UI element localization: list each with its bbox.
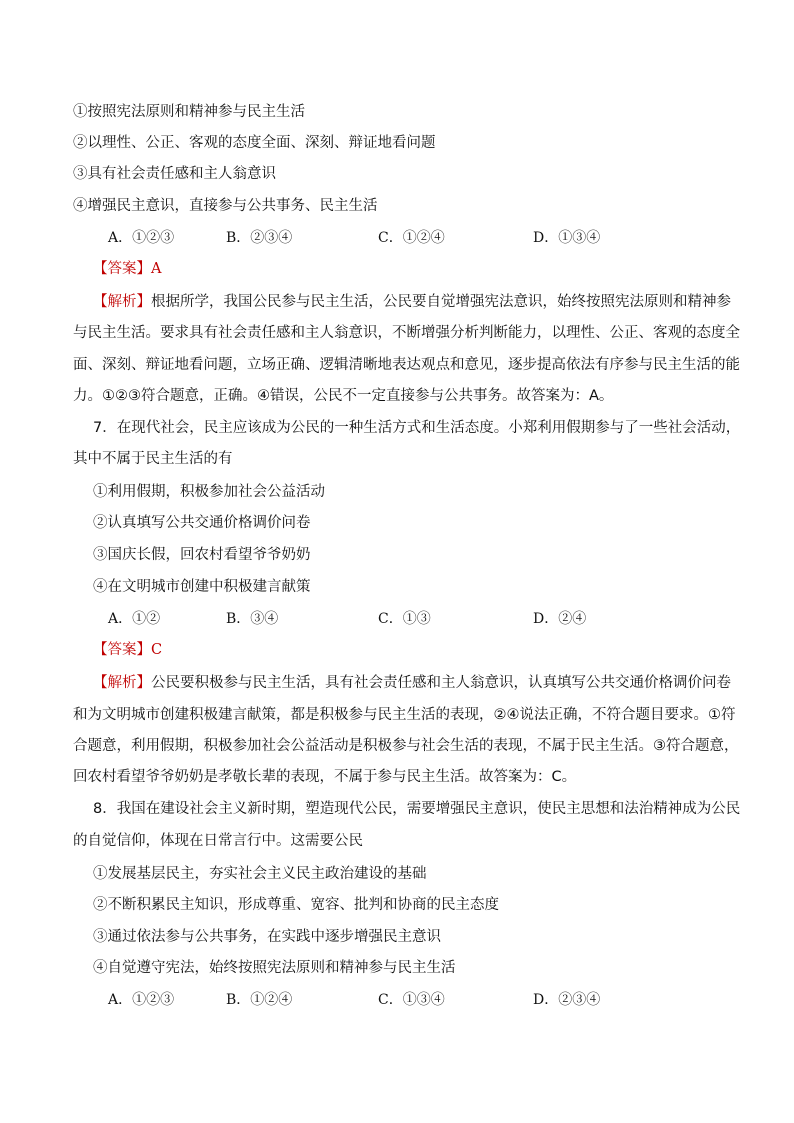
q7-item-1: ①利用假期，积极参加社会公益活动 [93,484,325,500]
q7-option-d: D．②④ [533,611,587,627]
q6-analysis-line-1 [93,292,753,312]
q7-option-c: C．①③ [378,611,431,627]
q8-stem-line-1: 8．我国在建设社会主义新时期，塑造现代公民，需要增强民主意识，使民主思想和法治精神成为公民 [93,801,741,817]
q6-item-4: ④增强民主意识，直接参与公共事务、民主生活 [73,198,378,214]
q6-analysis-line-3: 面、深刻、辩证地看问题，立场正确、逻辑清晰地表达观点和意见，逐步提高依法有序参与民主生活的能 [73,357,740,373]
q8-option-a: A．①②③ [108,992,175,1008]
q8-item-2: ②不断积累民主知识，形成尊重、宽容、批判和协商的民主态度 [93,897,499,913]
q7-stem-line-1: 7．在现代社会，民主应该成为公民的一种生活方式和生活态度。小郑利用假期参与了一些社会活动， [93,420,741,436]
q6-analysis-text-1: 根据所学，我国公民参与民主生活，公民要自觉增强宪法意识，始终按照宪法原则和精神参 [151,294,731,310]
q6-option-c: C．①②④ [378,230,445,246]
q7-option-b: B．③④ [226,611,279,627]
q7-answer-value: C [151,642,163,658]
q6-analysis-line-2: 与民主生活。要求具有社会责任感和主人翁意识，不断增强分析判断能力，以理性、公正、客观的态度全 [73,325,740,341]
q6-item-3: ③具有社会责任感和主人翁意识 [73,166,276,182]
q6-item-2: ②以理性、公正、客观的态度全面、深刻、辩证地看问题 [73,135,436,151]
q6-answer-tag: 【答案】 [93,261,151,277]
q8-item-1: ①发展基层民主，夯实社会主义民主政治建设的基础 [93,866,427,882]
q8-item-3: ③通过依法参与公共事务，在实践中逐步增强民主意识 [93,929,441,945]
q8-stem-line-2: 的自觉信仰，体现在日常言行中。这需要公民 [73,833,363,849]
q7-analysis-tag: 【解析】 [93,675,151,691]
q7-analysis-line-2: 和为文明城市创建积极建言献策，都是积极参与民主生活的表现，②④说法正确，不符合题目要求。①符 [73,707,736,723]
q6-analysis-tag: 【解析】 [93,294,151,310]
q8-item-4: ④自觉遵守宪法，始终按照宪法原则和精神参与民主生活 [93,960,456,976]
q6-option-b: B．②③④ [226,230,293,246]
q7-item-2: ②认真填写公共交通价格调价问卷 [93,515,311,531]
q7-analysis-line-4: 回农村看望爷爷奶奶是孝敬长辈的表现，不属于参与民主生活。故答案为：C。 [73,769,577,785]
q6-option-a: A．①②③ [108,230,175,246]
q7-item-3: ③国庆长假，回农村看望爷爷奶奶 [93,547,311,563]
q7-answer [93,640,753,660]
q7-stem-line-2: 其中不属于民主生活的有 [73,451,233,467]
q6-answer [93,259,753,279]
q7-analysis-line-3: 合题意，利用假期，积极参加社会公益活动是积极参与社会生活的表现，不属于民主生活。③符合题意， [73,738,739,754]
q8-option-b: B．①②④ [226,992,293,1008]
q7-answer-tag: 【答案】 [93,642,151,658]
q8-option-c: C．①③④ [378,992,445,1008]
q6-analysis-line-4: 力。①②③符合题意，正确。④错误，公民不一定直接参与公共事务。故答案为：A。 [73,388,614,404]
q7-option-a: A．①② [108,611,161,627]
q7-item-4: ④在文明城市创建中积极建言献策 [93,579,311,595]
q7-analysis-line-1 [93,673,753,693]
q6-option-d: D．①③④ [533,230,601,246]
q7-analysis-text-1: 公民要积极参与民主生活，具有社会责任感和主人翁意识，认真填写公共交通价格调价问卷 [151,675,731,691]
q6-answer-value: A [151,261,162,277]
q6-item-1: ①按照宪法原则和精神参与民主生活 [73,104,305,120]
q8-option-d: D．②③④ [533,992,601,1008]
